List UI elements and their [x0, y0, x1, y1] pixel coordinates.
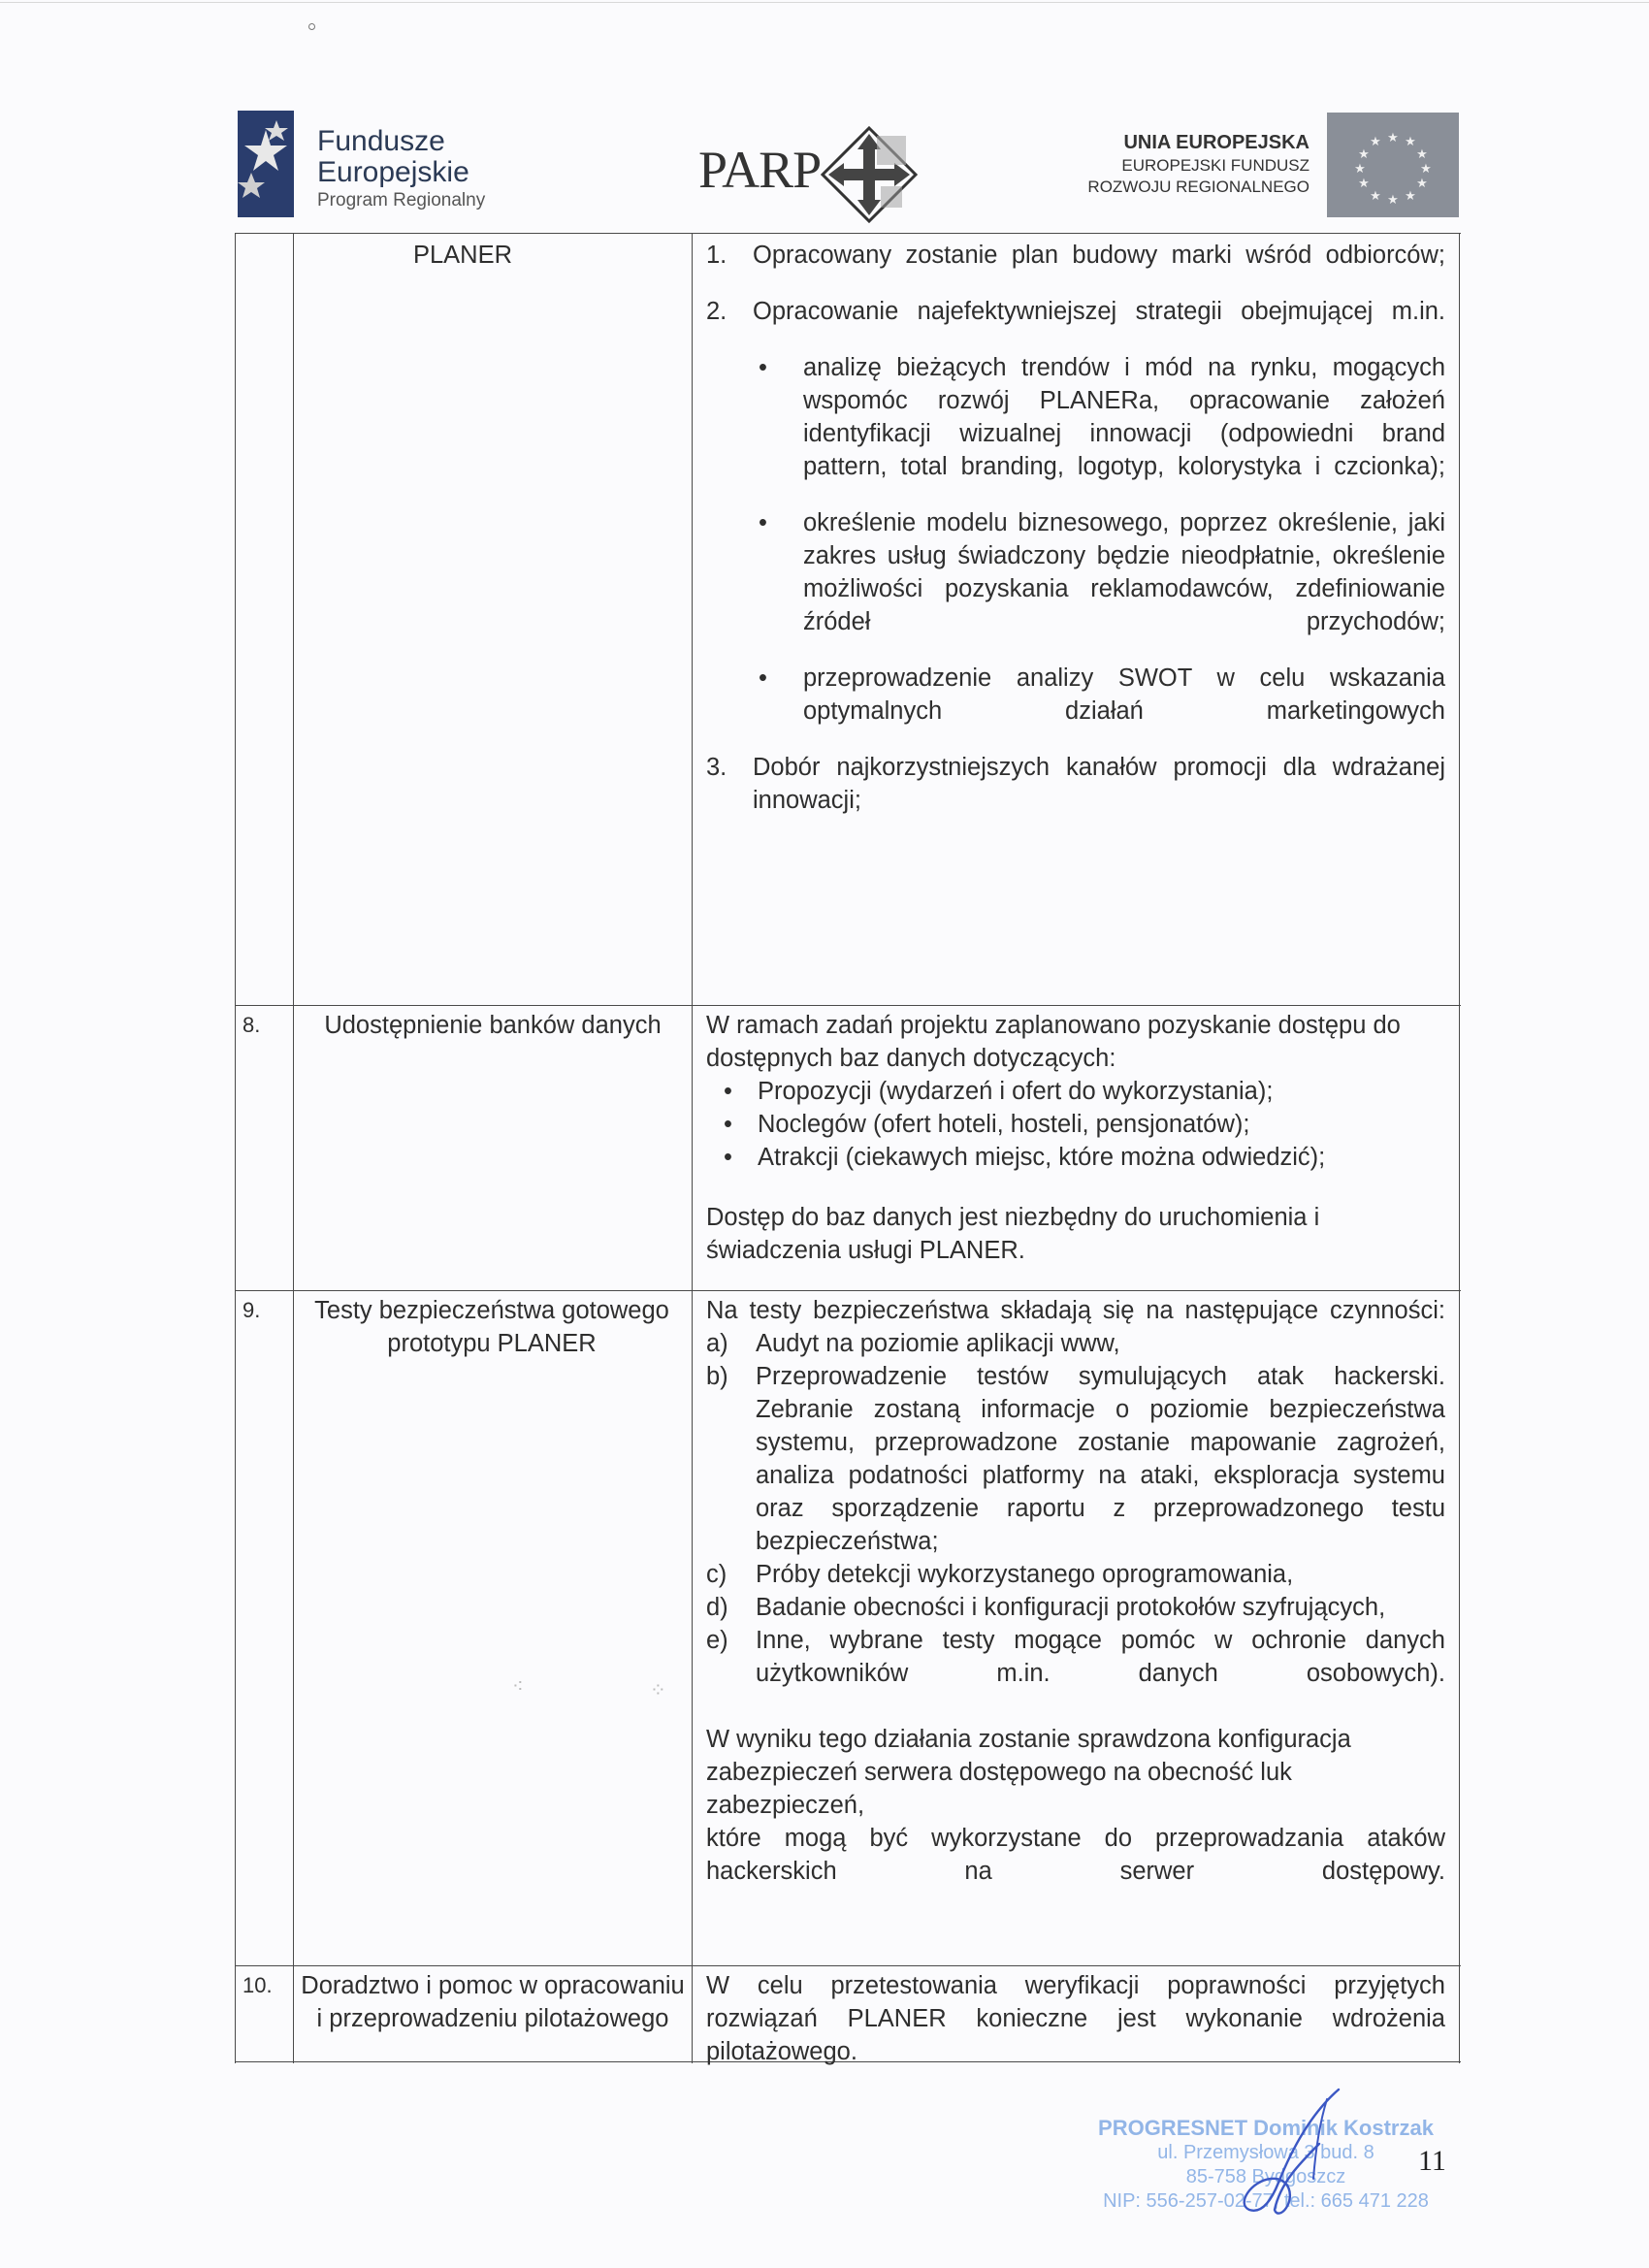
list-item [706, 662, 1445, 728]
table-line [1459, 233, 1460, 2063]
list-item [706, 1327, 1445, 1360]
fe-flag-icon [238, 111, 294, 217]
table-line [235, 233, 236, 2063]
svg-text:★: ★ [1387, 193, 1399, 208]
activities-table [235, 233, 1461, 2063]
row-name: Testy bezpieczeństwa gotowego prototypu PLANER [314, 1297, 669, 1357]
item-marker: b) [706, 1363, 728, 1390]
row-outro: W wyniku tego działania zostanie sprawdzona konfiguracja zabezpieczeń serwera dostępowego na obecność luk zabezpieczeń, [706, 1726, 1351, 1819]
page-number: 11 [1418, 2145, 1446, 2177]
row-name: Udostępnienie banków danych [324, 1012, 662, 1039]
svg-text:★: ★ [1354, 162, 1366, 177]
bullet-icon: • [724, 1078, 732, 1105]
bullet-text: Atrakcji (ciekawych miejsc, które można odwiedzić); [758, 1144, 1326, 1171]
handwritten-signature [1193, 2086, 1348, 2221]
parp-logo-text: PARP [698, 141, 822, 199]
parp-arrows-icon [821, 126, 918, 223]
eu-flag-icon [1327, 113, 1459, 217]
table-line [235, 1290, 1461, 1291]
bullet-text: określenie modelu biznesowego, poprzez określenie, jaki zakres usług świadczony będzie nieodpłatnie, określenie możliwości pozyskania reklamodawców, zdefiniowanie źródeł przychodów; [803, 509, 1445, 635]
list-item [706, 751, 1445, 817]
stamp-line2: ul. Przemysłowa 3 bud. 8 [1157, 2142, 1374, 2163]
item-marker: c) [706, 1561, 728, 1588]
table-line [235, 233, 1461, 234]
item-text: Przeprowadzenie testów symulujących atak hackerski. Zebranie zostaną informacje o poziomie bezpieczeństwa systemu, przeprowadzone zostanie mapowanie zagrożeń, analiza podatności platformy na ataki, eksploracja systemu oraz sporządzenie raportu z przeprowadzonego testu bezpieczeństwa; [756, 1363, 1445, 1555]
row-name: PLANER [412, 242, 513, 269]
svg-text:★: ★ [1370, 135, 1381, 149]
item-marker: 2. [706, 298, 728, 325]
list-item [706, 239, 1445, 272]
row-number: 8. [242, 1013, 261, 1037]
svg-text:★: ★ [1405, 135, 1416, 149]
eu-logo-line1: UNIA EUROPEJSKA [1123, 132, 1310, 153]
scan-smudge: ⁘ [650, 1680, 666, 1701]
list-item [706, 1591, 1445, 1624]
list-item [706, 506, 1445, 638]
table-line [235, 1965, 1461, 1966]
row-name: Doradztwo i pomoc w opracowaniu i przeprowadzeniu pilotażowego [301, 1972, 685, 2032]
eu-logo-line3: ROZWOJU REGIONALNEGO [1087, 178, 1310, 196]
item-text: Opracowany zostanie plan budowy marki wśród odbiorców; [753, 242, 1445, 269]
table-line [293, 233, 294, 2063]
list-item [706, 1141, 1445, 1174]
parp-logo [696, 126, 929, 223]
table-line [235, 1005, 1461, 1006]
list-item [706, 1624, 1445, 1690]
fe-logo-line1: Fundusze [317, 125, 445, 157]
fundusze-europejskie-logo [238, 109, 509, 220]
item-text: Inne, wybrane testy mogące pomóc w ochronie danych użytkowników m.in. danych osobowych). [756, 1627, 1445, 1687]
item-text: Badanie obecności i konfiguracji protokołów szyfrujących, [756, 1594, 1386, 1621]
bullet-icon: • [759, 354, 767, 381]
row-number: 10. [242, 1973, 273, 1997]
eu-logo-line2: EUROPEJSKI FUNDUSZ [1121, 156, 1310, 175]
stamp-line4: NIP: 556-257-02-77, tel.: 665 471 228 [1103, 2190, 1429, 2212]
bullet-text: Noclegów (ofert hoteli, hosteli, pensjonatów); [758, 1111, 1250, 1138]
row-outro: Dostęp do baz danych jest niezbędny do uruchomienia i świadczenia usługi PLANER. [706, 1204, 1320, 1264]
svg-text:★: ★ [1420, 162, 1432, 177]
item-text: Próby detekcji wykorzystanego oprogramowania, [756, 1561, 1294, 1588]
list-item [706, 1558, 1445, 1591]
svg-text:★: ★ [1358, 147, 1370, 162]
list-item [706, 1075, 1445, 1108]
svg-text:★: ★ [1387, 131, 1399, 146]
item-marker: d) [706, 1594, 728, 1621]
bullet-icon: • [724, 1144, 732, 1171]
row-intro: Na testy bezpieczeństwa składają się na następujące czynności: [706, 1297, 1445, 1324]
fe-logo-line3: Program Regionalny [317, 190, 486, 211]
bullet-icon: • [759, 509, 767, 536]
row-intro: W ramach zadań projektu zaplanowano pozyskanie dostępu do dostępnych baz danych dotyczących: [706, 1012, 1401, 1072]
row-number: 9. [242, 1298, 261, 1322]
svg-text:★: ★ [1405, 189, 1416, 204]
item-marker: a) [706, 1330, 728, 1357]
stamp-line1: PROGRESNET Dominik Kostrzak [1098, 2116, 1434, 2140]
scan-smudge: ⁖ [512, 1676, 524, 1698]
fe-logo-line2: Europejskie [317, 156, 469, 188]
row-text: W celu przetestowania weryfikacji poprawności przyjętych rozwiązań PLANER konieczne jest wykonanie wdrożenia pilotażowego. [706, 1972, 1445, 2065]
row-outro-2: które mogą być wykorzystane do przeprowadzania ataków hackerskich na serwer dostępowy. [706, 1825, 1445, 1885]
table-line [692, 233, 693, 2063]
svg-text:★: ★ [1416, 177, 1428, 191]
scan-dot [308, 23, 315, 30]
bullet-text: Propozycji (wydarzeń i ofert do wykorzystania); [758, 1078, 1274, 1105]
item-text: Dobór najkorzystniejszych kanałów promocji dla wdrażanej innowacji; [753, 754, 1445, 814]
list-item [706, 1360, 1445, 1558]
list-item [706, 295, 1445, 328]
item-marker: e) [706, 1627, 728, 1654]
svg-text:★: ★ [1416, 147, 1428, 162]
svg-text:★: ★ [1370, 189, 1381, 204]
bullet-text: analizę bieżących trendów i mód na rynku, mogących wspomóc rozwój PLANERa, opracowanie założeń identyfikacji wizualnej innowacji (odpowiedni brand pattern, total branding, logotyp, kolorystyka i czcionka); [803, 354, 1445, 480]
list-item [706, 351, 1445, 483]
item-text: Audyt na poziomie aplikacji www, [756, 1330, 1120, 1357]
item-marker: 3. [706, 754, 728, 781]
bullet-icon: • [759, 664, 767, 692]
eu-logo-text [1038, 131, 1310, 198]
svg-text:★: ★ [1358, 177, 1370, 191]
list-item [706, 1108, 1445, 1141]
item-marker: 1. [706, 242, 728, 269]
bullet-icon: • [724, 1111, 732, 1138]
bullet-text: przeprowadzenie analizy SWOT w celu wskazania optymalnych działań marketingowych [803, 664, 1445, 725]
item-text: Opracowanie najefektywniejszej strategii obejmującej m.in. [753, 298, 1445, 325]
top-edge-line [0, 2, 1649, 3]
stamp-line3: 85-758 Bydgoszcz [1185, 2166, 1346, 2187]
